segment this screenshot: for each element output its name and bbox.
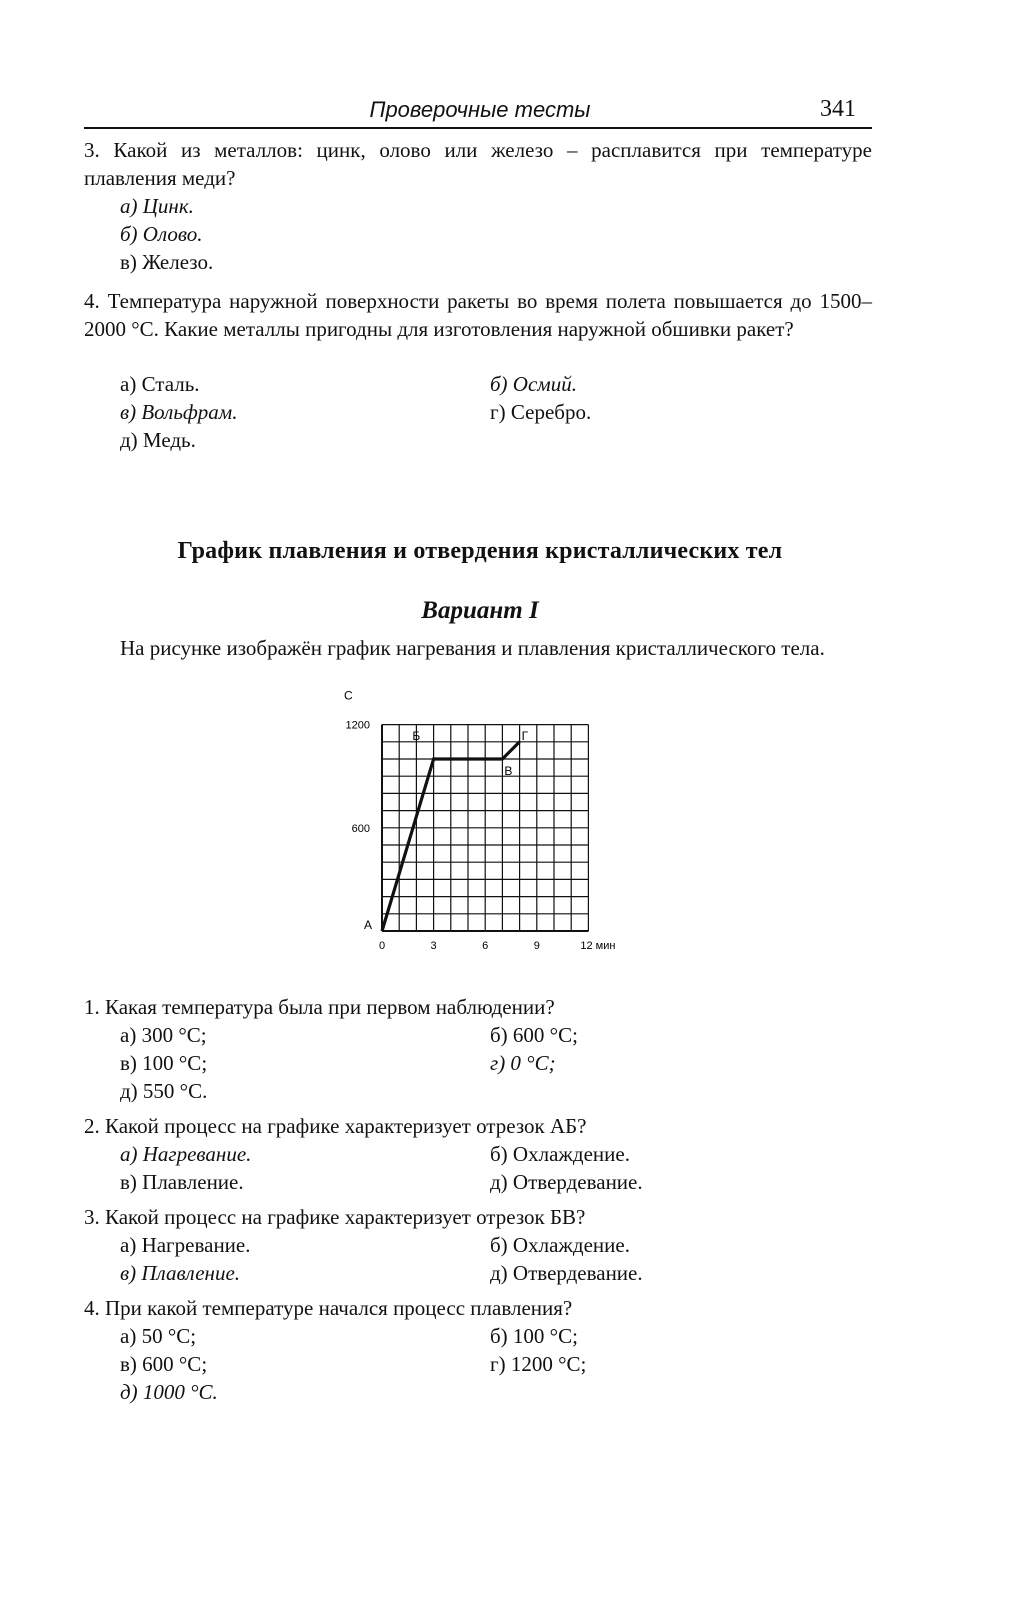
point-label: Г <box>521 728 529 743</box>
x-tick-label: 12 мин <box>580 940 616 952</box>
answer-option: г) 1200 °С; <box>490 1352 587 1376</box>
answer-option: в) 600 °С; <box>120 1352 208 1376</box>
y-tick-label: 600 <box>351 822 370 835</box>
answer-option: б) Осмий. <box>490 372 577 396</box>
answer-option: б) 100 °С; <box>490 1324 578 1348</box>
answer-option: в) Плавление. <box>120 1261 241 1285</box>
question-text: 3. Какой процесс на графике характеризует отрезок БВ? <box>84 1205 586 1229</box>
answer-option: г) Серебро. <box>490 400 592 424</box>
answer-option: а) Нагревание. <box>120 1233 251 1257</box>
answer-option: а) 300 °С; <box>120 1023 207 1047</box>
answer-option: в) Вольфрам. <box>120 400 238 424</box>
running-header: Проверочные тесты <box>369 97 591 122</box>
answer-option: г) 0 °С; <box>490 1051 556 1075</box>
answer-option: б) 600 °С; <box>490 1023 578 1047</box>
answer-option: в) 100 °С; <box>120 1051 208 1075</box>
answer-option: а) 50 °С; <box>120 1324 197 1348</box>
x-tick-label: 6 <box>482 940 489 952</box>
question-text: 4. Температура наружной поверхности ракеты во время полета повышается до 1500–2000 °С. Какие металлы пригодны для изготовления наружной обшивки ракет? <box>84 289 872 341</box>
melting-chart <box>320 690 640 960</box>
y-tick-label: 1200 <box>345 719 370 732</box>
section-title: График плавления и отвердения кристаллических тел <box>177 538 783 564</box>
answer-option: д) 550 °С. <box>120 1079 208 1103</box>
variant-title: Вариант I <box>421 597 539 624</box>
point-label: А <box>364 918 373 932</box>
question-text: 4. При какой температуре начался процесс плавления? <box>84 1296 573 1320</box>
answer-option: д) Отвердевание. <box>490 1170 643 1194</box>
y-axis-label: С <box>344 690 353 703</box>
answer-option: б) Охлаждение. <box>490 1233 630 1257</box>
page-number: 341 <box>820 96 856 122</box>
answer-option: а) Нагревание. <box>120 1142 252 1166</box>
point-label: Б <box>412 728 421 743</box>
answer-option: д) Отвердевание. <box>490 1261 643 1285</box>
answer-option: б) Олово. <box>120 222 203 246</box>
question-text: 3. Какой из металлов: цинк, олово или железо – расплавится при температуре плавления меди? <box>84 138 872 190</box>
answer-option: в) Плавление. <box>120 1170 244 1194</box>
point-label: В <box>504 764 513 778</box>
answer-option: д) Медь. <box>120 428 196 452</box>
answer-option: в) Железо. <box>120 250 214 274</box>
x-tick-label: 3 <box>430 940 437 952</box>
x-tick-label: 9 <box>533 940 540 952</box>
answer-option: д) 1000 °С. <box>120 1380 218 1404</box>
answer-option: а) Цинк. <box>120 194 194 218</box>
intro-text: На рисунке изображён график нагревания и плавления кристаллического тела. <box>120 636 825 660</box>
header-rule <box>84 127 872 129</box>
question-text: 2. Какой процесс на графике характеризует отрезок АБ? <box>84 1114 587 1138</box>
answer-option: б) Охлаждение. <box>490 1142 630 1166</box>
chart-labels <box>344 690 615 952</box>
x-tick-label: 0 <box>378 940 386 952</box>
answer-option: а) Сталь. <box>120 372 200 396</box>
question-text: 1. Какая температура была при первом наблюдении? <box>84 995 555 1019</box>
